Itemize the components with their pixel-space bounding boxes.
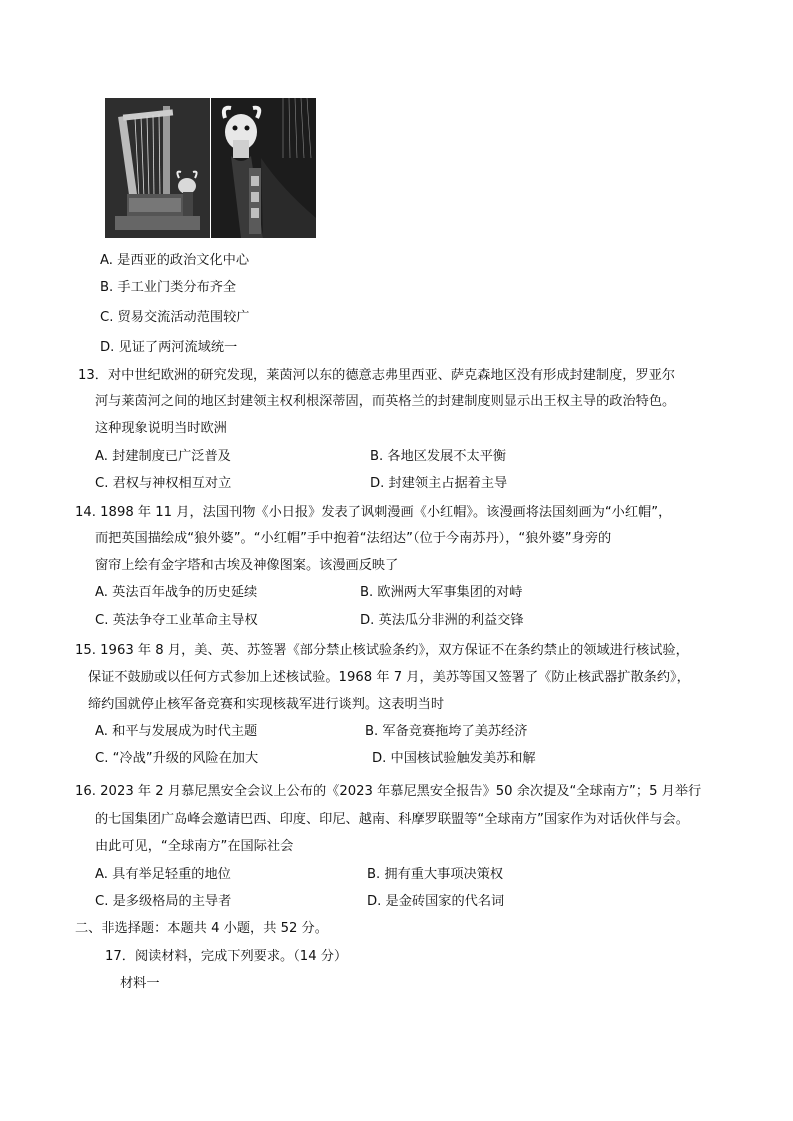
q13-line-2: 河与莱茵河之间的地区封建领主权利根深蒂固，而英格兰的封建制度则显示出王权主导的政治特色。	[95, 394, 676, 409]
q17-prompt: 17．阅读材料，完成下列要求。（14 分）	[105, 949, 348, 964]
q14-option-c: C. 英法争夺工业革命主导权	[95, 613, 258, 628]
bull-head-illustration	[211, 98, 316, 238]
lyre-illustration	[105, 98, 210, 238]
q14-line-3: 窗帘上绘有金字塔和古埃及神像图案。该漫画反映了	[95, 558, 399, 573]
q16-option-d: D. 是金砖国家的代名词	[367, 894, 505, 909]
q14-line-1: 14. 1898 年 11 月，法国刊物《小日报》发表了讽刺漫画《小红帽》。该漫画将法国刻画为“小红帽”，	[75, 505, 672, 520]
q16-line-2: 的七国集团广岛峰会邀请巴西、印度、印尼、越南、科摩罗联盟等“全球南方”国家作为对话伙伴与会。	[95, 812, 689, 827]
material-1-label: 材料一	[120, 976, 160, 991]
q15-option-a: A. 和平与发展成为时代主题	[95, 724, 258, 739]
bull-head-photo	[211, 98, 316, 238]
q15-line-2: 保证不鼓励或以任何方式参加上述核试验。1968 年 7 月，美苏等国又签署了《防止核武器扩散条约》，	[88, 670, 690, 685]
q15-option-b: B. 军备竞赛拖垮了美苏经济	[365, 724, 528, 739]
q16-line-1: 16. 2023 年 2 月慕尼黑安全会议上公布的《2023 年慕尼黑安全报告》50 余次提及“全球南方”；5 月举行	[75, 784, 702, 799]
q16-option-b: B. 拥有重大事项决策权	[367, 867, 504, 882]
q14-line-2: 而把英国描绘成“狼外婆”。“小红帽”手中抱着“法绍达”（位于今南苏丹），“狼外婆”身旁的	[95, 531, 612, 546]
q12-option-b: B. 手工业门类分布齐全	[100, 280, 237, 295]
q15-line-1: 15. 1963 年 8 月，美、英、苏签署《部分禁止核试验条约》，双方保证不在条约禁止的领域进行核试验，	[75, 643, 689, 658]
q13-option-b: B. 各地区发展不太平衡	[370, 449, 507, 464]
q14-option-a: A. 英法百年战争的历史延续	[95, 585, 258, 600]
q12-option-c: C. 贸易交流活动范围较广	[100, 310, 250, 325]
q16-line-3: 由此可见，“全球南方”在国际社会	[95, 839, 294, 854]
q14-option-b: B. 欧洲两大军事集团的对峙	[360, 585, 523, 600]
lyre-photo	[105, 98, 210, 238]
q14-option-d: D. 英法瓜分非洲的利益交锋	[360, 613, 524, 628]
q13-option-d: D. 封建领主占据着主导	[370, 476, 508, 491]
q12-option-a: A. 是西亚的政治文化中心	[100, 253, 250, 268]
section-2-heading: 二、非选择题：本题共 4 小题，共 52 分。	[75, 921, 328, 936]
q12-option-d: D. 见证了两河流域统一	[100, 340, 238, 355]
q15-line-3: 缔约国就停止核军备竞赛和实现核裁军进行谈判。这表明当时	[88, 697, 445, 712]
q13-line-1: 13．对中世纪欧洲的研究发现，莱茵河以东的德意志弗里西亚、萨克森地区没有形成封建制度，罗亚尔	[78, 368, 676, 383]
q13-option-c: C. 君权与神权相互对立	[95, 476, 232, 491]
q13-line-3: 这种现象说明当时欧洲	[95, 421, 227, 436]
q13-option-a: A. 封建制度已广泛普及	[95, 449, 231, 464]
q15-option-c: C. “冷战”升级的风险在加大	[95, 751, 259, 766]
q16-option-a: A. 具有举足轻重的地位	[95, 867, 231, 882]
q15-option-d: D. 中国核试验触发美苏和解	[372, 751, 536, 766]
q16-option-c: C. 是多级格局的主导者	[95, 894, 232, 909]
